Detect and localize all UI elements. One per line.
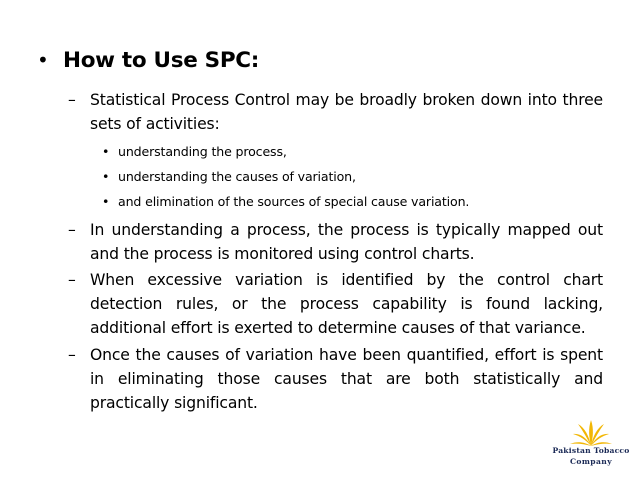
list-item — [68, 268, 603, 340]
company-logo — [548, 419, 634, 469]
list-item-text: In understanding a process, the process is typically mapped out and the process is monitored using control charts. — [90, 221, 603, 263]
list-item — [68, 218, 603, 266]
logo-text: Pakistan Tobacco — [552, 446, 630, 455]
slide-heading: How to Use SPC: — [63, 48, 260, 73]
list-item-text: When excessive variation is identified by the control chart detection rules, or the process capability is found lacking, additional effort is exerted to determine causes of that variance. — [90, 271, 603, 337]
bullet-icon: • — [102, 144, 110, 159]
sub-list-item — [102, 166, 582, 188]
logo-text: Company — [569, 457, 613, 466]
dash-icon: – — [68, 91, 76, 109]
dash-icon: – — [68, 271, 76, 289]
sub-list-item — [102, 191, 582, 213]
tobacco-leaf-fan-icon — [569, 419, 613, 447]
bullet-icon: • — [37, 48, 49, 72]
list-item — [68, 88, 603, 136]
dash-icon: – — [68, 221, 76, 239]
sub-list-item — [102, 141, 582, 163]
list-item — [68, 343, 603, 415]
bullet-icon: • — [102, 169, 110, 184]
bullet-icon: • — [102, 194, 110, 209]
sub-list-item-text: and elimination of the sources of special cause variation. — [118, 194, 470, 209]
list-item-text: Statistical Process Control may be broadly broken down into three sets of activities: — [90, 91, 603, 133]
sub-list-item-text: understanding the causes of variation, — [118, 169, 356, 184]
dash-icon: – — [68, 346, 76, 364]
list-item-text: Once the causes of variation have been quantified, effort is spent in eliminating those causes that are both statistically and practically significant. — [90, 346, 603, 412]
heading-row — [37, 48, 607, 73]
sub-list-item-text: understanding the process, — [118, 144, 287, 159]
